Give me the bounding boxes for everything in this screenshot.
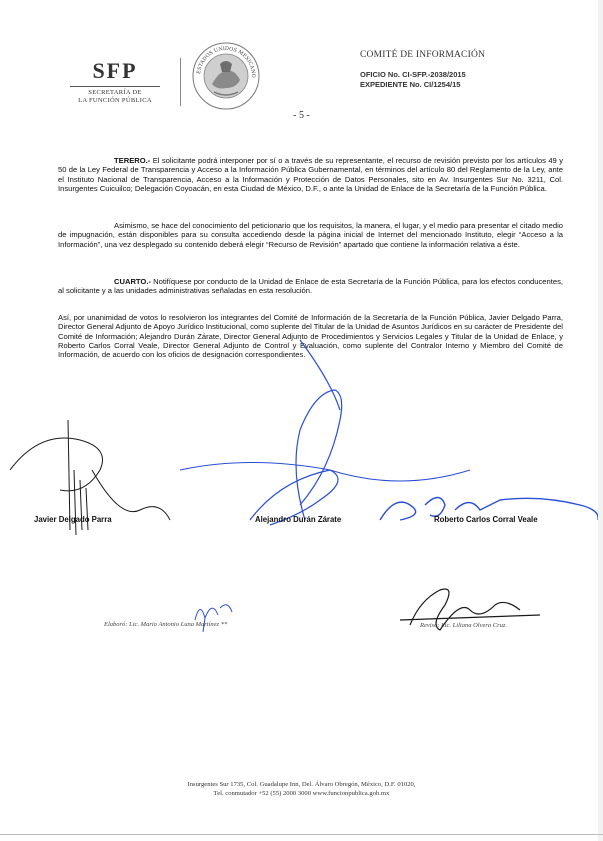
page-edge-shadow: [598, 0, 603, 841]
seal-text: ESTADOS UNIDOS MEXICANO: [196, 45, 257, 78]
cuarto-body: Notifíquese por conducto de la Unidad de Enlace de esta Secretaría de la Función Pública, para los efectos conducentes, al solicitante y a las unidades administrativas señaladas en esta resolución.: [58, 277, 563, 296]
signature-alejandro: [250, 340, 342, 525]
committee-title: COMITÉ DE INFORMACIÓN: [360, 50, 486, 60]
reviso-credit: Revisó: Lic. Liliana Olvera Cruz.: [420, 622, 508, 629]
signatory-3-name: Roberto Carlos Corral Veale: [434, 515, 538, 524]
tercero-lead: TERERO.-: [114, 156, 151, 165]
cuarto-lead: CUARTO.-: [114, 277, 151, 286]
paragraph-resolution: Así, por unanimidad de votos lo resolvieron los integrantes del Comité de Información de la Secretaría de la Función Pública, Javier Delgado Parra, Director General Adjunto de Apoyo Jurídico Institucional, como suplente del Titular de la Unidad de Asuntos Jurídicos en su carácter de Presidente del Comité de Información; Alejandro Durán Zárate, Director General Adjunto de Procedimientos y Servicios Legales y Titular de la Unidad de Enlace, y Roberto Carlos Corral Veale, Director General Adjunto de Control y Evaluación, como suplente del Contralor Interno y Miembro del Comité de Información, de acuerdo con los oficios de designación correspondientes.: [58, 313, 563, 360]
elaboro-credit: Elaboró: Lic. Mario Antonio Luna Martínez **: [104, 621, 228, 628]
page-bottom-edge: [0, 834, 603, 835]
expediente-number: EXPEDIENTE No. CI/1254/15: [360, 80, 461, 89]
logo-acronym: SFP: [92, 58, 138, 83]
footer-contact: Tel. conmutador +52 (55) 2000 3000 www.funcionpublica.gob.mx: [213, 790, 390, 797]
signatory-2-name: Alejandro Durán Zárate: [255, 515, 342, 524]
logo-line-1: SECRETARÍA DE: [88, 89, 142, 96]
paragraph-asimismo: Asimismo, se hace del conocimiento del peticionario que los requisitos, la manera, el lugar, y el medio para presentar el citado medio de impugnación, están disponibles para su consulta accediendo desde la página inicial de Internet del mencionado Instituto, elegir “Acceso a la Información”, una vez desplegado su contenido deberá elegir “Recurso de Revisión” apartado que contiene la información relativa a éste.: [58, 221, 563, 249]
footer-address: Insurgentes Sur 1735, Col. Guadalupe Inn, Del. Álvaro Obregón, México, D.F. 01020,: [187, 781, 416, 788]
oficio-number: OFICIO No. CI-SFP.-2038/2015: [360, 70, 466, 79]
signatory-1-name: Javier Delgado Parra: [34, 515, 112, 524]
logo-line-2: LA FUNCIÓN PÚBLICA: [78, 97, 152, 104]
page-footer: [0, 780, 603, 798]
page-number: - 5 -: [293, 110, 310, 121]
tercero-body: El solicitante podrá interponer por sí o a través de su representante, el recurso de revisión previsto por los artículos 49 y 50 de la Ley Federal de Transparencia y Acceso a la Información Pública Gubernamental, en términos del artículo 80 del Reglamento de la Ley, ante el Instituto Nacional de Transparencia, Acceso a la Información y Protección de Datos Personales, sito en Av. Insurgentes Sur No. 3211, Col. Insurgentes Cuicuilco; Delegación Coyoacán, en esta Ciudad de México, D.F., o ante la Unidad de Enlace de la Secretaría de la Función Pública.: [58, 156, 563, 193]
